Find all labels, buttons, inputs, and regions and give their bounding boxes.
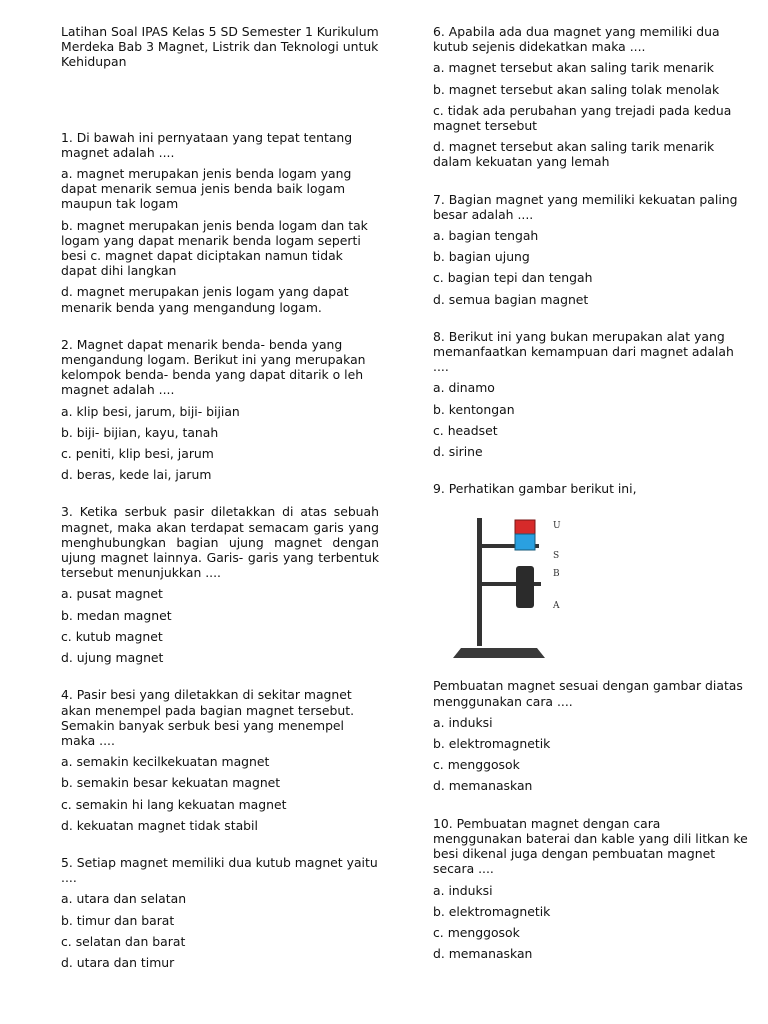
magnet-stand-diagram bbox=[453, 512, 573, 666]
question-8 bbox=[433, 329, 753, 459]
question-2-option-c: c. peniti, klip besi, jarum bbox=[61, 446, 214, 462]
question-10-text: 10. Pembuatan magnet dengan cara menggunakan baterai dan kable yang dili litkan ke besi dikenal juga dengan pembuatan magnet secara .... bbox=[433, 815, 748, 877]
question-10-option-c: c. menggosok bbox=[433, 924, 520, 940]
question-10-option-b: b. elektromagnetik bbox=[433, 903, 551, 919]
question-3-text: 3. Ketika serbuk pasir diletakkan di atas sebuah magnet, maka akan terdapat semacam garis yang menghubungkan bagian ujung magnet dengan ujung magnet lainnya. Garis- garis yang terbentuk tersebut menunjukkan .... bbox=[61, 504, 379, 581]
question-1-option-d: d. magnet merupakan jenis logam yang dapat menarik benda yang mengandung logam. bbox=[61, 284, 349, 315]
question-3-option-d: d. ujung magnet bbox=[61, 650, 164, 666]
question-1-text: 1. Di bawah ini pernyataan yang tepat tentang magnet adalah .... bbox=[61, 129, 353, 160]
question-6-option-b: b. magnet tersebut akan saling tolak menolak bbox=[433, 81, 720, 97]
question-8-text: 8. Berikut ini yang bukan merupakan alat yang memanfaatkan kemampuan dari magnet adalah .... bbox=[433, 328, 734, 375]
question-8-option-c: c. headset bbox=[433, 422, 498, 438]
question-3-option-b: b. medan magnet bbox=[61, 607, 172, 623]
right-column bbox=[433, 24, 753, 961]
magnet-induction-figure bbox=[453, 512, 573, 666]
question-9-option-c: c. menggosok bbox=[433, 757, 520, 773]
question-9-option-d: d. memanaskan bbox=[433, 778, 533, 794]
question-4-option-d: d. kekuatan magnet tidak stabil bbox=[61, 817, 258, 833]
question-3-option-a: a. pusat magnet bbox=[61, 586, 163, 602]
question-5-option-c: c. selatan dan barat bbox=[61, 933, 186, 949]
question-4-option-c: c. semakin hi lang kekuatan magnet bbox=[61, 796, 287, 812]
question-4-option-a: a. semakin kecilkekuatan magnet bbox=[61, 754, 270, 770]
question-1-option-b: b. magnet merupakan jenis benda logam dan tak logam yang dapat menarik benda logam seperti besi c. magnet dapat diciptakan namun tidak dapat dihi langkan bbox=[61, 217, 368, 279]
question-10-option-a: a. induksi bbox=[433, 882, 493, 898]
question-7-option-a: a. bagian tengah bbox=[433, 228, 539, 244]
question-7 bbox=[433, 192, 753, 307]
question-8-option-d: d. sirine bbox=[433, 444, 483, 460]
question-2-option-a: a. klip besi, jarum, biji- bijian bbox=[61, 403, 240, 419]
question-4-option-b: b. semakin besar kekuatan magnet bbox=[61, 775, 281, 791]
question-5-option-a: a. utara dan selatan bbox=[61, 891, 187, 907]
question-1 bbox=[61, 130, 379, 315]
question-6 bbox=[433, 24, 753, 170]
question-9 bbox=[433, 481, 753, 793]
label-u: U bbox=[553, 521, 561, 532]
question-6-option-d: d. magnet tersebut akan saling tarik menarik dalam kekuatan yang lemah bbox=[433, 139, 715, 170]
stand-base bbox=[453, 648, 545, 658]
magnet-south-pole bbox=[515, 534, 535, 550]
question-6-option-a: a. magnet tersebut akan saling tarik menarik bbox=[433, 60, 714, 76]
question-10-option-d: d. memanaskan bbox=[433, 946, 533, 962]
question-9-followup: Pembuatan magnet sesuai dengan gambar diatas menggunakan cara .... bbox=[433, 678, 743, 709]
question-6-text: 6. Apabila ada dua magnet yang memiliki dua kutub sejenis didekatkan maka .... bbox=[433, 24, 720, 55]
question-9-option-b: b. elektromagnetik bbox=[433, 736, 551, 752]
question-7-option-b: b. bagian ujung bbox=[433, 249, 530, 265]
question-8-option-a: a. dinamo bbox=[433, 380, 495, 396]
question-7-option-d: d. semua bagian magnet bbox=[433, 291, 589, 307]
label-b: B bbox=[553, 569, 560, 580]
question-5 bbox=[61, 855, 379, 970]
question-5-option-b: b. timur dan barat bbox=[61, 912, 175, 928]
label-s: S bbox=[553, 551, 560, 562]
label-a: A bbox=[553, 601, 560, 612]
question-2-option-b: b. biji- bijian, kayu, tanah bbox=[61, 424, 219, 440]
page-title: Latihan Soal IPAS Kelas 5 SD Semester 1 Kurikulum Merdeka Bab 3 Magnet, Listrik dan Teknologi untuk Kehidupan bbox=[61, 24, 379, 70]
question-7-option-c: c. bagian tepi dan tengah bbox=[433, 270, 593, 286]
question-3 bbox=[61, 504, 379, 665]
question-6-option-c: c. tidak ada perubahan yang trejadi pada kedua magnet tersebut bbox=[433, 102, 732, 134]
magnet-north-pole bbox=[515, 520, 535, 534]
question-9-option-a: a. induksi bbox=[433, 714, 493, 730]
question-2 bbox=[61, 337, 379, 483]
question-2-option-d: d. beras, kede lai, jarum bbox=[61, 467, 212, 483]
question-4-text: 4. Pasir besi yang diletakkan di sekitar magnet akan menempel pada bagian magnet tersebut. Semakin banyak serbuk besi yang menempel maka .... bbox=[61, 687, 355, 748]
question-3-option-c: c. kutub magnet bbox=[61, 628, 163, 644]
question-10 bbox=[433, 816, 753, 962]
question-5-option-d: d. utara dan timur bbox=[61, 954, 175, 970]
question-7-text: 7. Bagian magnet yang memiliki kekuatan paling besar adalah .... bbox=[433, 191, 738, 222]
question-4 bbox=[61, 687, 379, 833]
left-column bbox=[61, 24, 379, 970]
question-5-text: 5. Setiap magnet memiliki dua kutub magnet yaitu .... bbox=[61, 854, 378, 886]
question-8-option-b: b. kentongan bbox=[433, 401, 515, 417]
question-2-text: 2. Magnet dapat menarik benda- benda yang mengandung logam. Berikut ini yang merupakan kelompok benda- benda yang dapat ditarik o leh magnet adalah .... bbox=[61, 336, 366, 398]
question-9-text: 9. Perhatikan gambar berikut ini, bbox=[433, 481, 637, 497]
iron-bar bbox=[516, 566, 534, 608]
question-1-option-a: a. magnet merupakan jenis benda logam yang dapat menarik semua jenis benda baik logam maupun tak logam bbox=[61, 166, 352, 212]
